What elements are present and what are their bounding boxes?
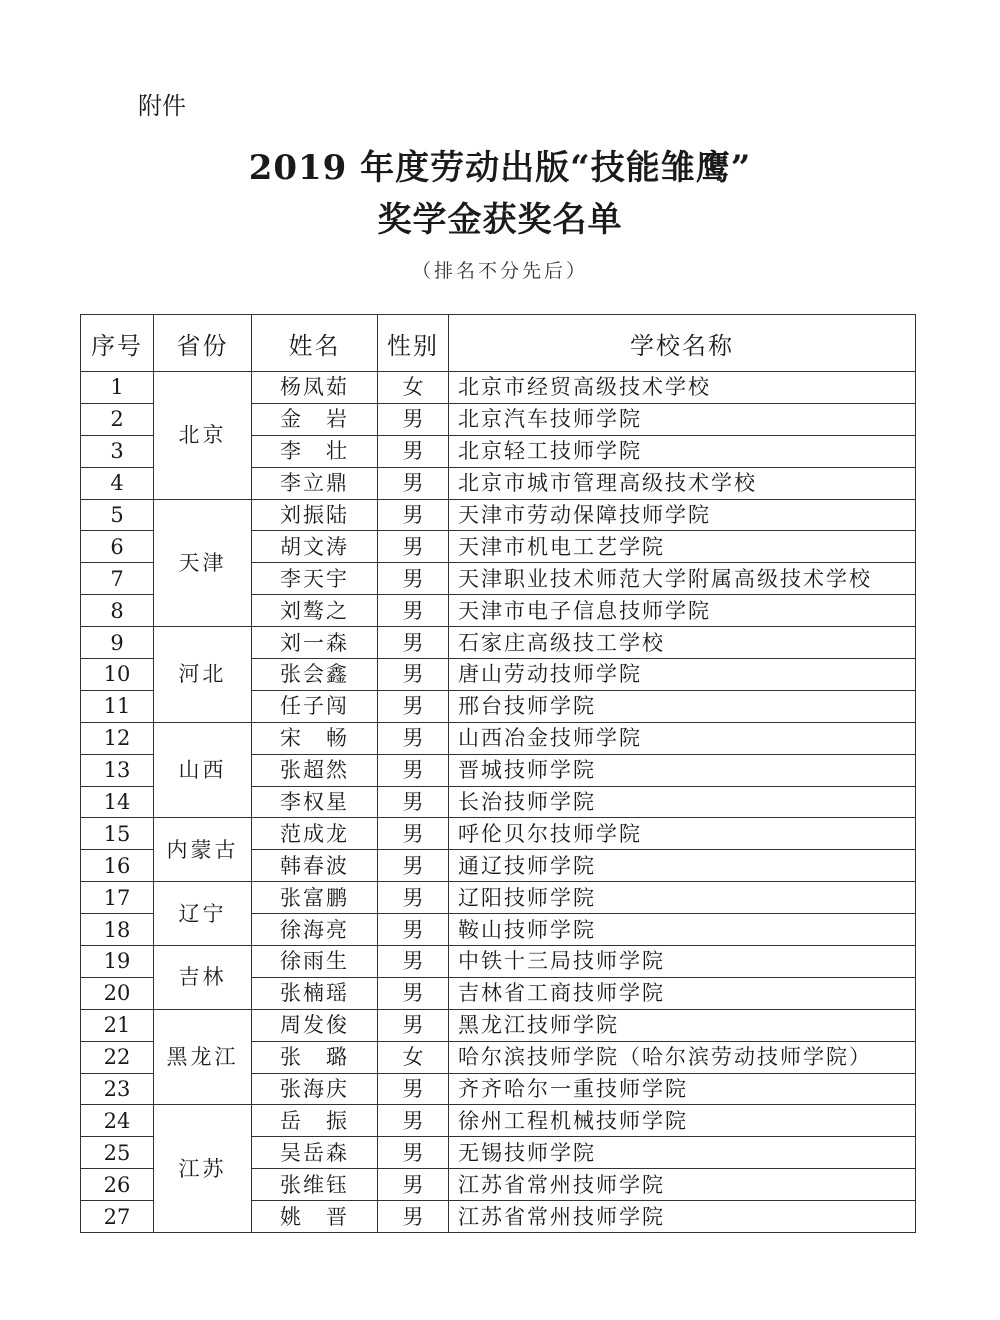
row-gender: 男 <box>378 627 449 659</box>
row-school: 齐齐哈尔一重技师学院 <box>449 1073 916 1105</box>
table-header-row <box>81 315 916 372</box>
row-seq: 11 <box>81 690 154 722</box>
row-school: 鞍山技师学院 <box>449 914 916 946</box>
row-school: 北京汽车技师学院 <box>449 403 916 435</box>
row-gender: 男 <box>378 467 449 499</box>
row-seq: 14 <box>81 786 154 818</box>
row-gender: 男 <box>378 722 449 754</box>
row-name: 徐海亮 <box>252 914 378 946</box>
header-seq: 序号 <box>81 315 154 372</box>
row-name: 刘骜之 <box>252 595 378 627</box>
row-province: 河北 <box>154 627 252 723</box>
row-name: 刘振陆 <box>252 499 378 531</box>
row-school: 长治技师学院 <box>449 786 916 818</box>
row-name: 金 岩 <box>252 403 378 435</box>
row-seq: 8 <box>81 595 154 627</box>
row-school: 山西冶金技师学院 <box>449 722 916 754</box>
row-name: 徐雨生 <box>252 946 378 978</box>
header-school: 学校名称 <box>449 315 916 372</box>
row-gender: 男 <box>378 914 449 946</box>
row-name: 李 壮 <box>252 435 378 467</box>
row-name: 张海庆 <box>252 1073 378 1105</box>
row-seq: 19 <box>81 946 154 978</box>
row-seq: 3 <box>81 435 154 467</box>
row-gender: 男 <box>378 818 449 850</box>
row-gender: 男 <box>378 499 449 531</box>
row-name: 张维钰 <box>252 1169 378 1201</box>
row-gender: 男 <box>378 1137 449 1169</box>
row-province: 北京 <box>154 372 252 500</box>
row-school: 中铁十三局技师学院 <box>449 946 916 978</box>
row-name: 李权星 <box>252 786 378 818</box>
row-gender: 男 <box>378 1105 449 1137</box>
row-province: 辽宁 <box>154 882 252 946</box>
header-name: 姓名 <box>252 315 378 372</box>
row-name: 宋 畅 <box>252 722 378 754</box>
row-seq: 21 <box>81 1009 154 1041</box>
ranking-note: （排名不分先后） <box>411 260 588 282</box>
row-gender: 男 <box>378 977 449 1009</box>
row-gender: 男 <box>378 882 449 914</box>
row-province: 山西 <box>154 722 252 818</box>
row-school: 邢台技师学院 <box>449 690 916 722</box>
table-row <box>81 722 916 754</box>
row-school: 辽阳技师学院 <box>449 882 916 914</box>
row-school: 唐山劳动技师学院 <box>449 659 916 691</box>
row-name: 李天宇 <box>252 563 378 595</box>
document-title-line-1: 2019 年度劳动出版“技能雏鹰” <box>248 148 752 188</box>
table-row <box>81 1009 916 1041</box>
row-gender: 男 <box>378 563 449 595</box>
row-seq: 17 <box>81 882 154 914</box>
row-name: 李立鼎 <box>252 467 378 499</box>
row-gender: 女 <box>378 372 449 404</box>
row-gender: 男 <box>378 1169 449 1201</box>
row-name: 胡文涛 <box>252 531 378 563</box>
row-name: 张超然 <box>252 754 378 786</box>
row-seq: 22 <box>81 1041 154 1073</box>
row-seq: 26 <box>81 1169 154 1201</box>
row-school: 北京市经贸高级技术学校 <box>449 372 916 404</box>
row-name: 周发俊 <box>252 1009 378 1041</box>
row-gender: 男 <box>378 403 449 435</box>
row-name: 张楠瑶 <box>252 977 378 1009</box>
table-row <box>81 372 916 404</box>
row-gender: 男 <box>378 786 449 818</box>
row-school: 天津市机电工艺学院 <box>449 531 916 563</box>
row-gender: 女 <box>378 1041 449 1073</box>
row-school: 天津职业技术师范大学附属高级技术学校 <box>449 563 916 595</box>
row-school: 天津市电子信息技师学院 <box>449 595 916 627</box>
row-gender: 男 <box>378 1201 449 1233</box>
row-school: 吉林省工商技师学院 <box>449 977 916 1009</box>
row-gender: 男 <box>378 659 449 691</box>
row-gender: 男 <box>378 531 449 563</box>
row-gender: 男 <box>378 1009 449 1041</box>
table-body <box>81 372 916 1233</box>
row-gender: 男 <box>378 1073 449 1105</box>
table-row <box>81 499 916 531</box>
row-seq: 18 <box>81 914 154 946</box>
row-seq: 13 <box>81 754 154 786</box>
header-province: 省份 <box>154 315 252 372</box>
row-seq: 20 <box>81 977 154 1009</box>
row-school: 通辽技师学院 <box>449 850 916 882</box>
row-name: 韩春波 <box>252 850 378 882</box>
table-row <box>81 882 916 914</box>
award-list-table <box>80 314 916 1233</box>
row-name: 任子闯 <box>252 690 378 722</box>
row-seq: 27 <box>81 1201 154 1233</box>
row-name: 张 璐 <box>252 1041 378 1073</box>
table-row <box>81 1105 916 1137</box>
row-gender: 男 <box>378 690 449 722</box>
row-seq: 4 <box>81 467 154 499</box>
row-name: 岳 振 <box>252 1105 378 1137</box>
row-school: 晋城技师学院 <box>449 754 916 786</box>
row-name: 杨凤茹 <box>252 372 378 404</box>
row-seq: 9 <box>81 627 154 659</box>
row-school: 北京轻工技师学院 <box>449 435 916 467</box>
row-seq: 23 <box>81 1073 154 1105</box>
row-seq: 24 <box>81 1105 154 1137</box>
row-seq: 16 <box>81 850 154 882</box>
row-gender: 男 <box>378 595 449 627</box>
row-gender: 男 <box>378 754 449 786</box>
row-seq: 10 <box>81 659 154 691</box>
row-name: 姚 晋 <box>252 1201 378 1233</box>
row-name: 范成龙 <box>252 818 378 850</box>
row-name: 吴岳森 <box>252 1137 378 1169</box>
header-gender: 性别 <box>378 315 449 372</box>
row-school: 哈尔滨技师学院（哈尔滨劳动技师学院） <box>449 1041 916 1073</box>
row-name: 张富鹏 <box>252 882 378 914</box>
row-school: 黑龙江技师学院 <box>449 1009 916 1041</box>
row-name: 刘一森 <box>252 627 378 659</box>
row-seq: 7 <box>81 563 154 595</box>
row-seq: 5 <box>81 499 154 531</box>
row-school: 石家庄高级技工学校 <box>449 627 916 659</box>
table-row <box>81 946 916 978</box>
row-province: 吉林 <box>154 946 252 1010</box>
row-seq: 2 <box>81 403 154 435</box>
row-gender: 男 <box>378 435 449 467</box>
row-school: 无锡技师学院 <box>449 1137 916 1169</box>
row-seq: 1 <box>81 372 154 404</box>
attachment-label: 附件 <box>138 92 186 120</box>
row-province: 内蒙古 <box>154 818 252 882</box>
table-row <box>81 627 916 659</box>
row-gender: 男 <box>378 850 449 882</box>
row-school: 呼伦贝尔技师学院 <box>449 818 916 850</box>
row-province: 天津 <box>154 499 252 627</box>
row-seq: 15 <box>81 818 154 850</box>
document-title-line-2: 奖学金获奖名单 <box>377 200 623 240</box>
table-row <box>81 818 916 850</box>
row-province: 黑龙江 <box>154 1009 252 1105</box>
row-seq: 25 <box>81 1137 154 1169</box>
row-seq: 12 <box>81 722 154 754</box>
row-school: 江苏省常州技师学院 <box>449 1201 916 1233</box>
row-seq: 6 <box>81 531 154 563</box>
row-gender: 男 <box>378 946 449 978</box>
row-school: 天津市劳动保障技师学院 <box>449 499 916 531</box>
row-province: 江苏 <box>154 1105 252 1233</box>
row-name: 张会鑫 <box>252 659 378 691</box>
row-school: 江苏省常州技师学院 <box>449 1169 916 1201</box>
row-school: 北京市城市管理高级技术学校 <box>449 467 916 499</box>
row-school: 徐州工程机械技师学院 <box>449 1105 916 1137</box>
